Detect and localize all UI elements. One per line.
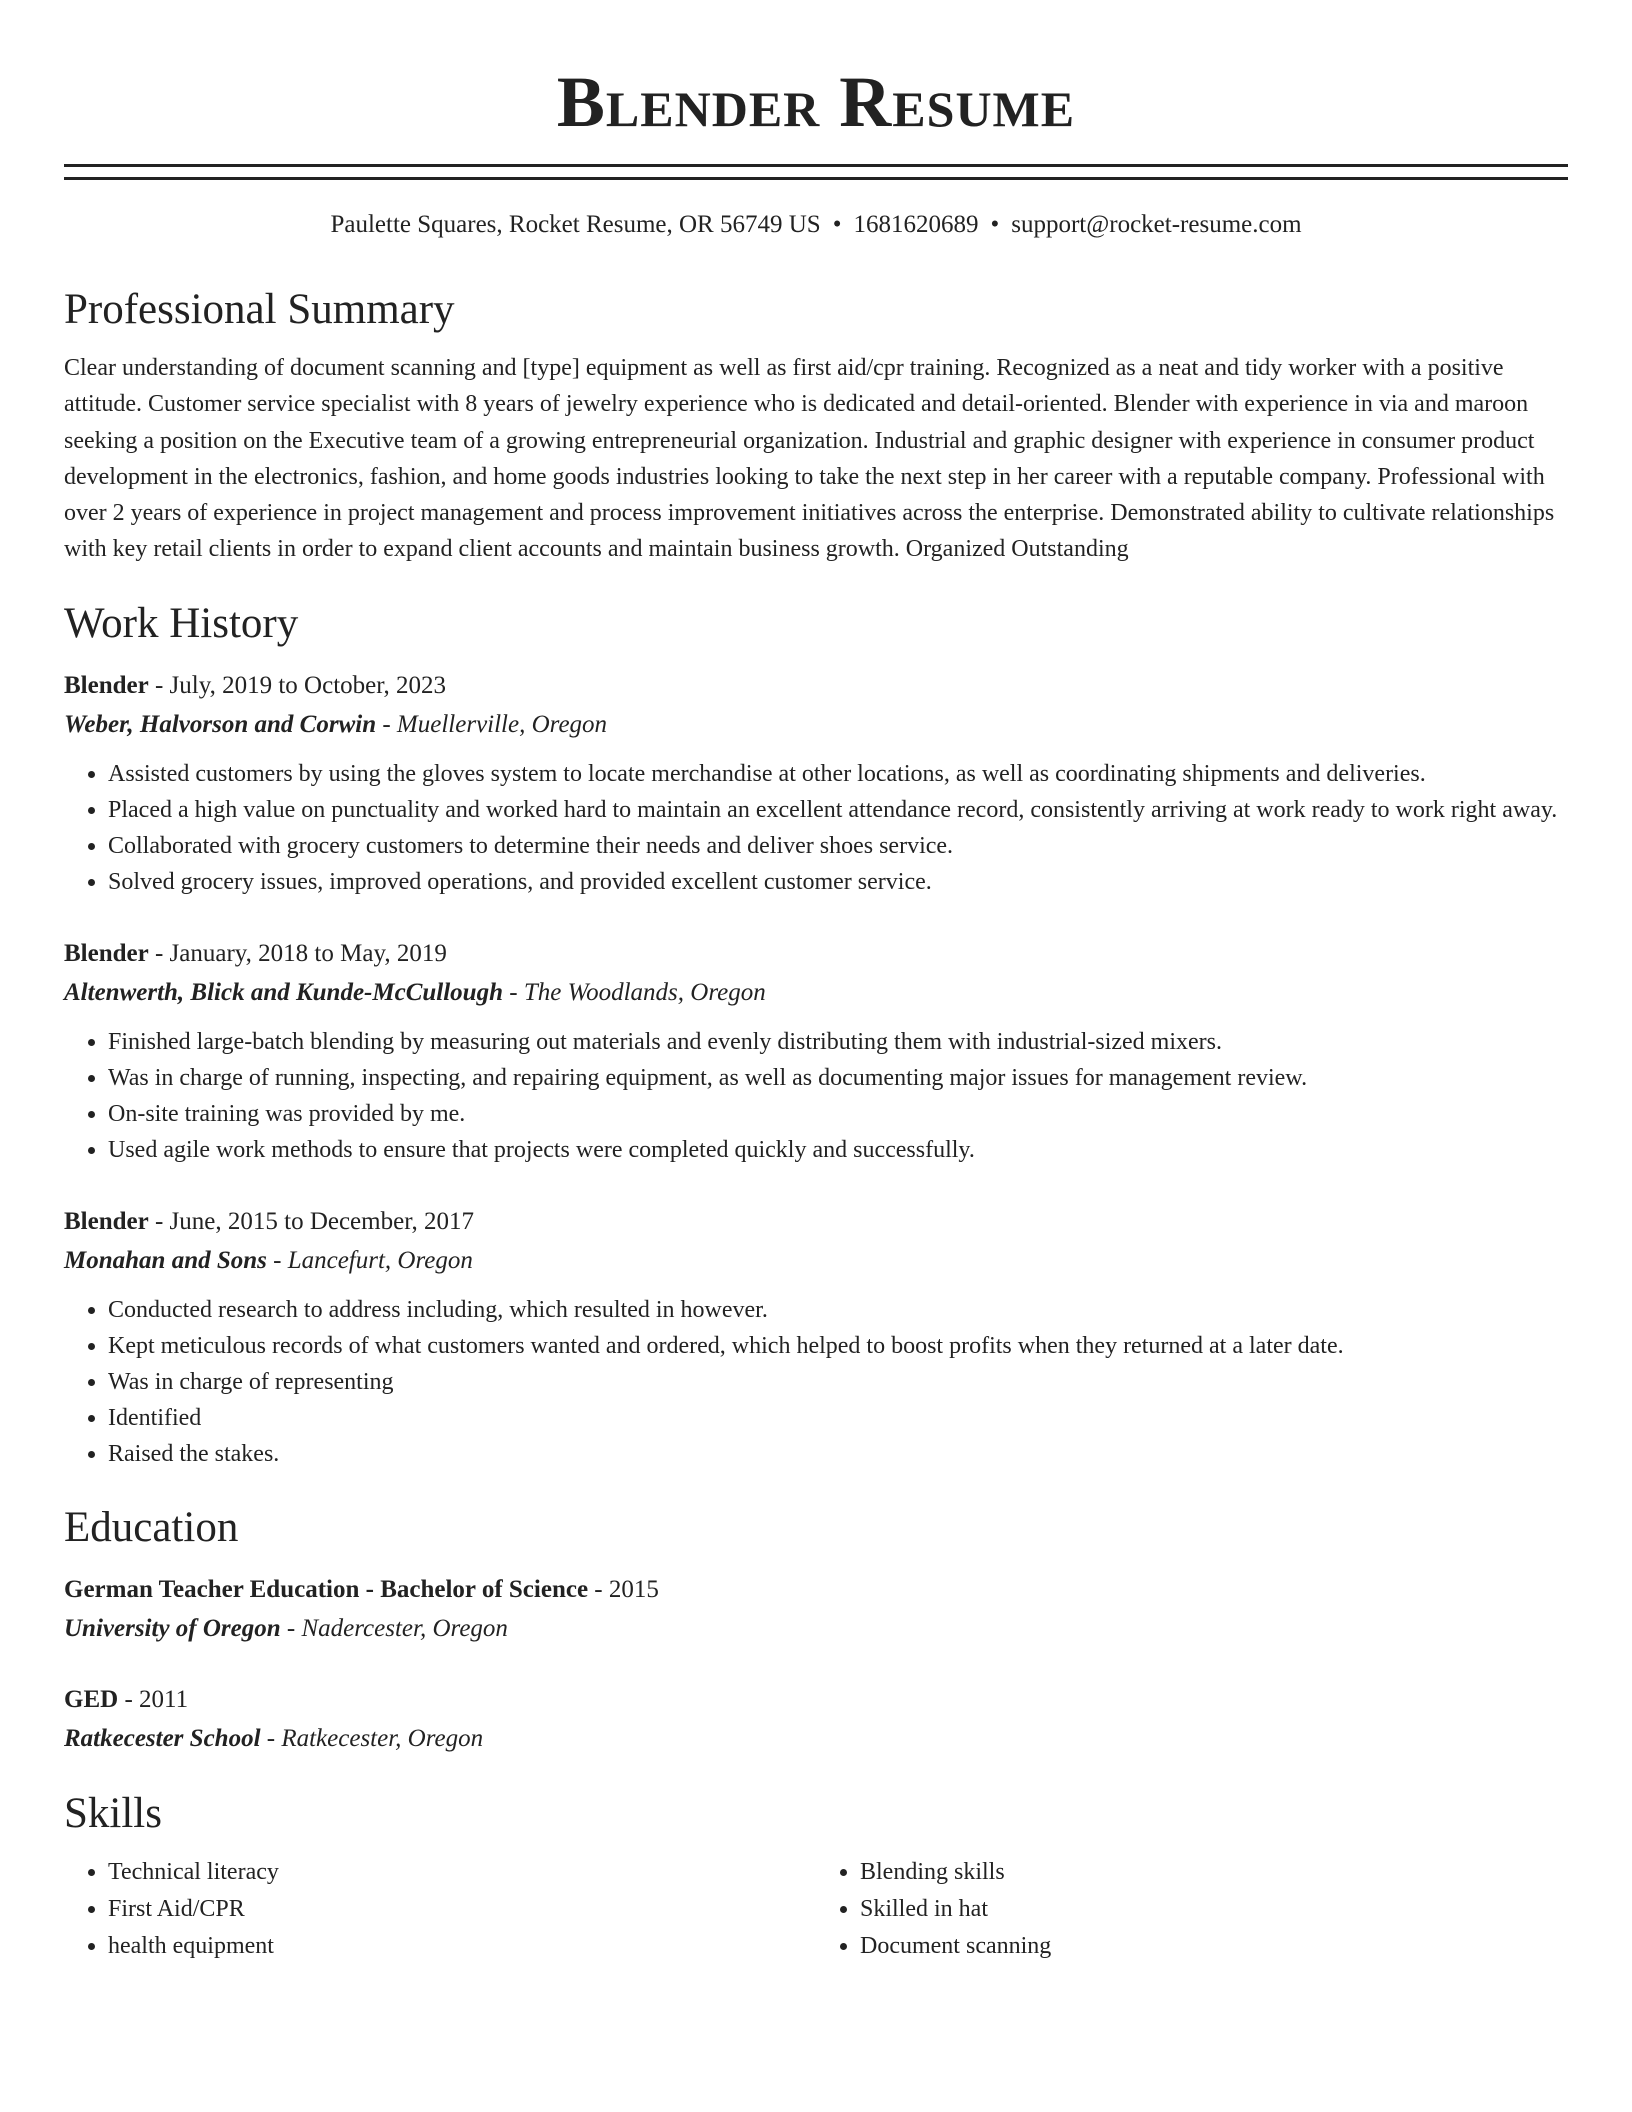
contact-separator: • [832, 211, 842, 238]
education-school: Ratkecester School [64, 1724, 261, 1752]
job-title: Blender [64, 1207, 149, 1235]
education-location: - Nadercester, Oregon [280, 1614, 508, 1642]
job-entry [64, 666, 1568, 900]
skills-column-left [64, 1854, 816, 1965]
education-degree: GED [64, 1685, 119, 1713]
education-degree: German Teacher Education - Bachelor of Science [64, 1575, 589, 1603]
job-dates: - July, 2019 to October, 2023 [148, 671, 447, 699]
education-school: University of Oregon [64, 1614, 281, 1642]
contact-phone: 1681620689 [853, 211, 979, 238]
title-divider [64, 164, 1568, 180]
job-company: Altenwerth, Blick and Kunde-McCullough [64, 978, 503, 1006]
contact-address: Paulette Squares, Rocket Resume, OR 56749 US [330, 211, 821, 238]
job-duties [64, 1292, 1568, 1472]
contact-email: support@rocket-resume.com [1011, 211, 1302, 238]
education-entry [64, 1570, 1568, 1648]
job-entry [64, 934, 1568, 1168]
job-duty: • On-site training was provided by me. [108, 1096, 1568, 1132]
job-dates: - January, 2018 to May, 2019 [148, 939, 447, 967]
education-location: - Ratkecester, Oregon [260, 1724, 484, 1752]
job-company: Monahan and Sons [64, 1246, 267, 1274]
skills-heading: Skills [64, 1789, 162, 1837]
education-year: - 2011 [118, 1685, 189, 1713]
skill-item: • Skilled in hat [860, 1891, 1568, 1928]
job-location: - Lancefurt, Oregon [266, 1246, 473, 1274]
summary-heading: Professional Summary [64, 286, 455, 333]
education-heading: Education [64, 1503, 239, 1551]
job-entry [64, 1202, 1568, 1472]
skill-item: • Document scanning [860, 1928, 1568, 1965]
education-year: - 2015 [588, 1575, 659, 1603]
skill-item: • Technical literacy [108, 1854, 816, 1891]
skills-list [64, 1854, 1568, 1965]
job-duty: • Raised the stakes. [108, 1436, 1568, 1472]
education-entry [64, 1680, 1568, 1758]
job-duty: • Collaborated with grocery customers to determine their needs and deliver shoes service. [108, 828, 1568, 864]
job-duty: • Placed a high value on punctuality and worked hard to maintain an excellent attendance record, consistently arriving at work ready to work right away. [108, 792, 1568, 828]
work-history-heading: Work History [64, 599, 299, 647]
resume-title: Blender Resume [556, 62, 1076, 142]
job-location: - Muellerville, Oregon [376, 710, 608, 738]
contact-line [64, 208, 1568, 242]
job-location: - The Woodlands, Oregon [503, 978, 766, 1006]
job-title: Blender [64, 939, 149, 967]
contact-separator: • [990, 211, 1000, 238]
job-duty: • Finished large-batch blending by measuring out materials and evenly distributing them with industrial-sized mixers. [108, 1024, 1568, 1060]
job-duty: • Assisted customers by using the gloves system to locate merchandise at other locations, as well as coordinating shipments and deliveries. [108, 756, 1568, 792]
skill-item: • health equipment [108, 1928, 816, 1965]
job-duty: • Solved grocery issues, improved operations, and provided excellent customer service. [108, 864, 1568, 900]
job-dates: - June, 2015 to December, 2017 [148, 1207, 475, 1235]
job-duty: • Conducted research to address including, which resulted in however. [108, 1292, 1568, 1328]
skill-item: • Blending skills [860, 1854, 1568, 1891]
summary-text: Clear understanding of document scanning and [type] equipment as well as first aid/cpr training. Recognized as a neat and tidy worker with a positive attitude. Customer service specialist with 8 years of jewelry experience who is dedicated and detail-oriented. Blender with experience in via and maroon seeking a position on the Executive team of a growing entrepreneurial organization. Industrial and graphic designer with experience in consumer product development in the electronics, fashion, and home goods industries looking to take the next step in her career with a reputable company. Professional with over 2 years of experience in project management and process improvement initiatives across the enterprise. Demonstrated ability to cultivate relationships with key retail clients in order to expand client accounts and maintain business growth. Organized Outstanding [64, 355, 1555, 563]
job-duty: • Kept meticulous records of what customers wanted and ordered, which helped to boost profits when they returned at a later date. [108, 1328, 1568, 1364]
job-duty: • Was in charge of running, inspecting, and repairing equipment, as well as documenting major issues for management review. [108, 1060, 1568, 1096]
job-duties [64, 1024, 1568, 1168]
job-company: Weber, Halvorson and Corwin [64, 710, 377, 738]
skills-column-right [816, 1854, 1568, 1965]
job-duties [64, 756, 1568, 900]
skill-item: • First Aid/CPR [108, 1891, 816, 1928]
job-duty: • Was in charge of representing [108, 1364, 1568, 1400]
job-duty: • Used agile work methods to ensure that projects were completed quickly and successfully. [108, 1132, 1568, 1168]
job-title: Blender [64, 671, 149, 699]
job-duty: • Identified [108, 1400, 1568, 1436]
